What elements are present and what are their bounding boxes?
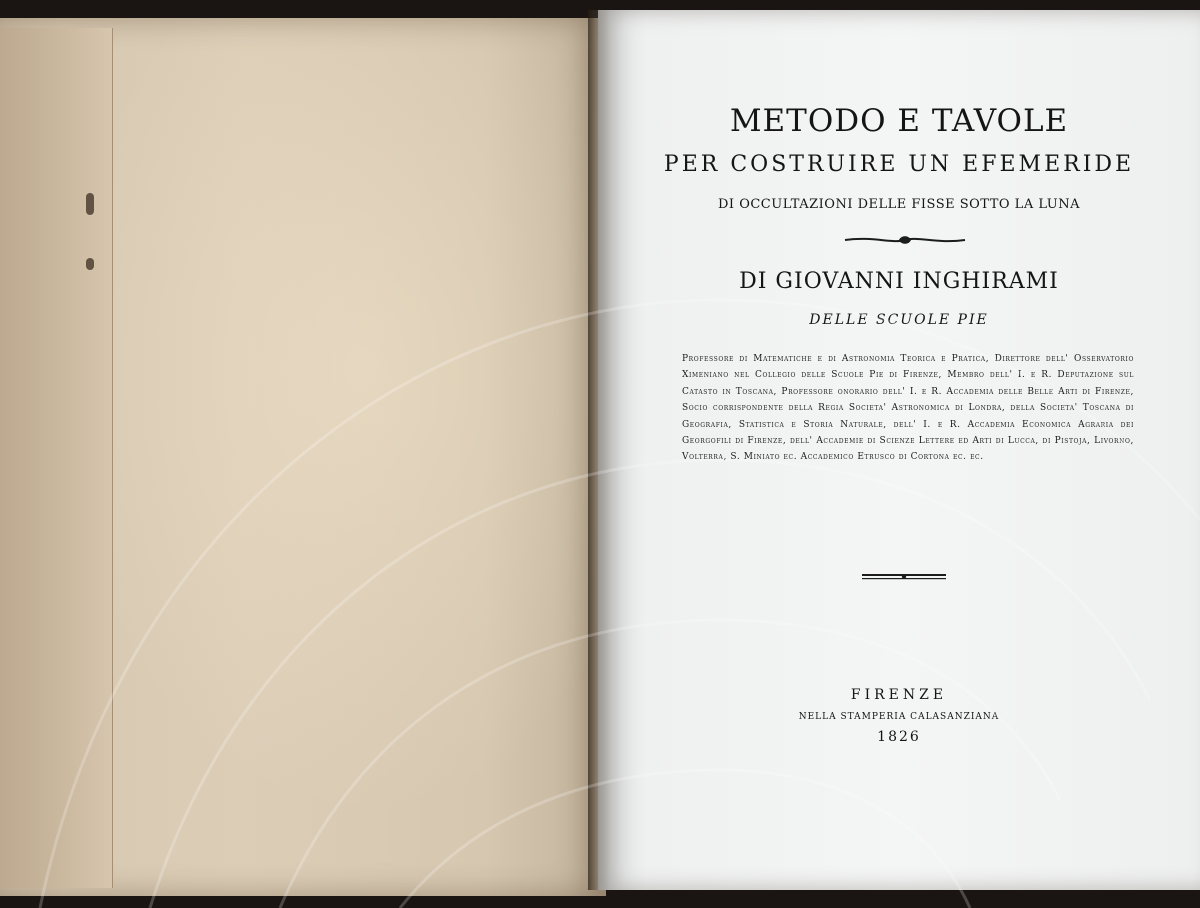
book-gutter	[588, 10, 610, 890]
paper-stain	[86, 193, 94, 215]
author-credentials: Professore di Matematiche e di Astronomia Teorica e Pratica, Direttore dell' Osservatorio Ximeniano nel Collegio delle Scuole Pie di Firenze, Membro dell' I. e R. Deputazione sul Catasto in Toscana, Professore onorario dell' I. e R. Accademia delle Belle Arti di Firenze, Socio corrispondente della Regia Societa' Astronomica di Londra, della Societa' Toscana di Geografia, Statistica e Storia Naturale, dell' I. e R. Accademia Economica Agraria dei Georgofili di Firenze, dell' Accademie di Scienze Lettere ed Arti di Lucca, di Pistoja, Livorno, Volterra, S. Miniato ec. Accademico Etrusco di Cortona ec. ec.	[682, 354, 1134, 463]
imprint-city: FIRENZE	[850, 687, 948, 703]
imprint-year: 1826	[877, 729, 921, 745]
author-order: DELLE SCUOLE PIE	[809, 312, 989, 328]
book-subtitle-secondary: DI OCCULTAZIONI DELLE FISSE SOTTO LA LUNA	[718, 197, 1080, 212]
ornament-divider-icon	[862, 572, 946, 582]
imprint-press: NELLA STAMPERIA CALASANZIANA	[798, 712, 1000, 722]
author-name: DI GIOVANNI INGHIRAMI	[739, 269, 1059, 294]
ornament-rule-icon	[843, 232, 967, 248]
paper-stain	[86, 258, 94, 270]
book-title: METODO E TAVOLE	[729, 103, 1069, 139]
torn-paper-edge	[0, 28, 113, 888]
book-subtitle: PER COSTRUIRE UN EFEMERIDE	[663, 152, 1135, 177]
left-flyleaf-page	[0, 18, 606, 896]
